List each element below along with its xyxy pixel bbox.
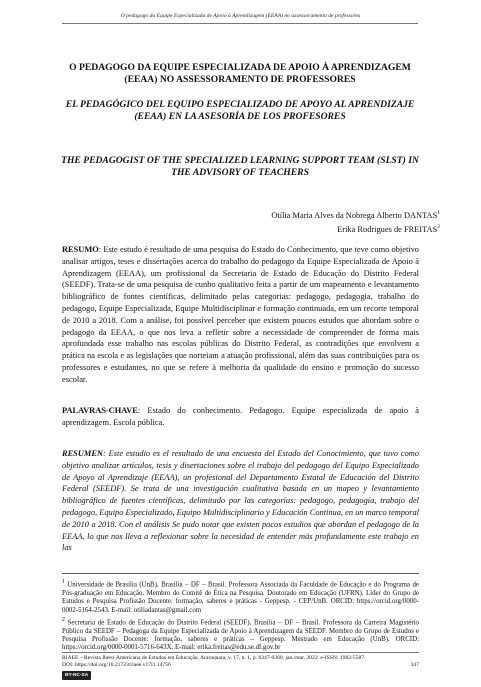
footnote — [62, 578, 419, 615]
footnote-text: Universidade de Brasília (UnB), Brasília – DF – Brasil. Professora Associada da Faculdade de Educação e do Programa de Pós-graduação em Educação. Membro do Comitê de Ética na Pesquisa. Doutorado em Educação (UFRN). Líder do Grupo de Estudos e Pesquisa Profissão Docente: formação, saberes e práticas - Geppesp. - CEP/UnB. ORCID: https://orcid.org/0000-0002-5164-2543. E-mail: otiliadantas@gmail.com — [62, 581, 419, 614]
title-english: THE PEDAGOGIST OF THE SPECIALIZED LEARNING SUPPORT TEAM (SLST) IN THE ADVISORY OF TEACHERS — [61, 155, 419, 178]
doi-link[interactable]: DOI: https://doi.org/10.21723/riaee.v17i1.14756 — [62, 662, 171, 668]
author-footnote-mark: 2 — [437, 224, 440, 231]
author-line — [140, 224, 440, 236]
keywords-portuguese — [62, 405, 419, 429]
author-line — [140, 210, 440, 222]
author-name: Otília Maria Alves da Nobrega Alberto DANTAS — [271, 211, 438, 220]
title-spanish: EL PEDAGÓGICO DEL EQUIPO ESPECIALIZADO DE APOYO AL APRENDIZAJE (EEAA) EN LA ASESORÍA DE LOS PROFESORES — [65, 99, 415, 122]
author-name: Erika Rodrigues de FREITAS — [337, 225, 438, 234]
footnote — [62, 616, 419, 653]
footer-divider — [62, 652, 419, 653]
creative-commons-license-icon[interactable]: BY-NC-SA — [62, 671, 91, 680]
footnotes — [62, 573, 419, 654]
footer-row — [62, 662, 419, 669]
page-footer — [62, 652, 419, 680]
footnote-mark: 2 — [62, 616, 65, 623]
running-head: O pedagogo da Equipe Especializada de Apoio à Aprendizagem (EEAA) no assessoramento de professores — [120, 13, 361, 19]
abstract-label: RESUMO — [62, 245, 99, 254]
title-portuguese: O PEDAGOGO DA EQUIPE ESPECIALIZADA DE APOIO À APRENDIZAGEM (EEAA) NO ASSESSORAMENTO DE PROFESSORES — [69, 62, 411, 85]
header-divider — [62, 23, 418, 24]
keywords-label: PALAVRAS-CHAVE — [62, 406, 138, 415]
author-footnote-mark: 1 — [437, 210, 440, 217]
keywords-text: : Estado do conhecimento. Pedagogo. Equipe especializada de apoio à aprendizagem. Escola pública. — [62, 406, 419, 427]
footnote-mark: 1 — [62, 579, 65, 585]
footnote-text: Secretaria de Estado de Educação do Distrito Federal (SEEDF), Brasília – DF – Brasil. Professora da Carreira Magistério Público da SEEDF – Pedagoga da Equipe Especializada de Apoio à Aprendizagem da SEEDF. Membro do Grupo de Estudos e Pesquisa Profissão Docente: formação, saberes e práticas – Geppesp. Mestrado em Educação (UnB). ORCID: https://orcid.org/0000-0001-5716-643X. E-mail: erika.freitas@edu.se.df.gov.br — [62, 619, 419, 652]
page-number: 347 — [410, 662, 419, 668]
abstract-label: RESUMEN — [62, 449, 103, 458]
abstract-spanish — [62, 448, 419, 569]
journal-citation: RIAEE – Revista Ibero-Americana de Estudos em Educação, Araraquara, v. 17, n. 1, p. 0347-0360, jan./mar. 2022. e-ISSN: 1982-5587. — [62, 655, 366, 661]
abstract-text: : Este estudio es el resultado de una encuesta del Estado del Conocimiento, que tuvo como objetivo analizar artículos, tesis y disertaciones sobre el trabajo del pedagogo del Equipo Especializado de Apoyo al Aprendizaje (EEAA), un profesional del Departamento Estatal de Educación del Distrito Federal (SEEDF). Se trata de una investigación cualitativa basada en un mapeo y levantamiento bibliográfico de fuentes científicas, delimitado por las categorías: pedagogo, pedagogía, trabajo del pedagogo, Equipo Especializado, Equipo Multidisciplinario y Educación Continua, en un marco temporal de 2010 a 2018. Con el análisis Se pudo notar que existen pocos estudios que abordan el pedagogo de la EEAA, lo que nos lleva a reflexionar sobre la necesidad de entender más profundamente este trabajo en las — [62, 449, 419, 553]
abstract-text: : Este estudo é resultado de uma pesquisa do Estado do Conhecimento, que teve como objetivo analisar artigos, teses e dissertações acerca do trabalho do pedagogo da Equipe Especializada de Apoio à Aprendizagem (EEAA), um profissional da Secretaria de Estado de Educação do Distrito Federal (SEEDF). Trata-se de uma pesquisa de cunho qualitativo feita a partir de um mapeamento e levantamento bibliográfico de fontes científicas, delimitado pelas categorias: pedagogo, pedagogia, trabalho do pedagogo, Equipe Especializada, Equipe Multidisciplinar e formação continuada, em um recorte temporal de 2010 a 2018. Com a análise, foi possível perceber que existem poucos estudos que abordam sobre o pedagogo da EEAA, o que nos leva a refletir sobre a necessidade de compreender de forma mais aprofundada esse trabalho nas escolas públicas do Distrito Federal, as contradições que envolvem a prática na escola e as legislações que norteiam a atuação profissional, além das suas contribuições para os professores e estudantes, no que se refere à melhoria da qualidade do ensino e promoção do sucesso escolar. — [62, 245, 419, 384]
abstract-portuguese — [62, 244, 419, 386]
